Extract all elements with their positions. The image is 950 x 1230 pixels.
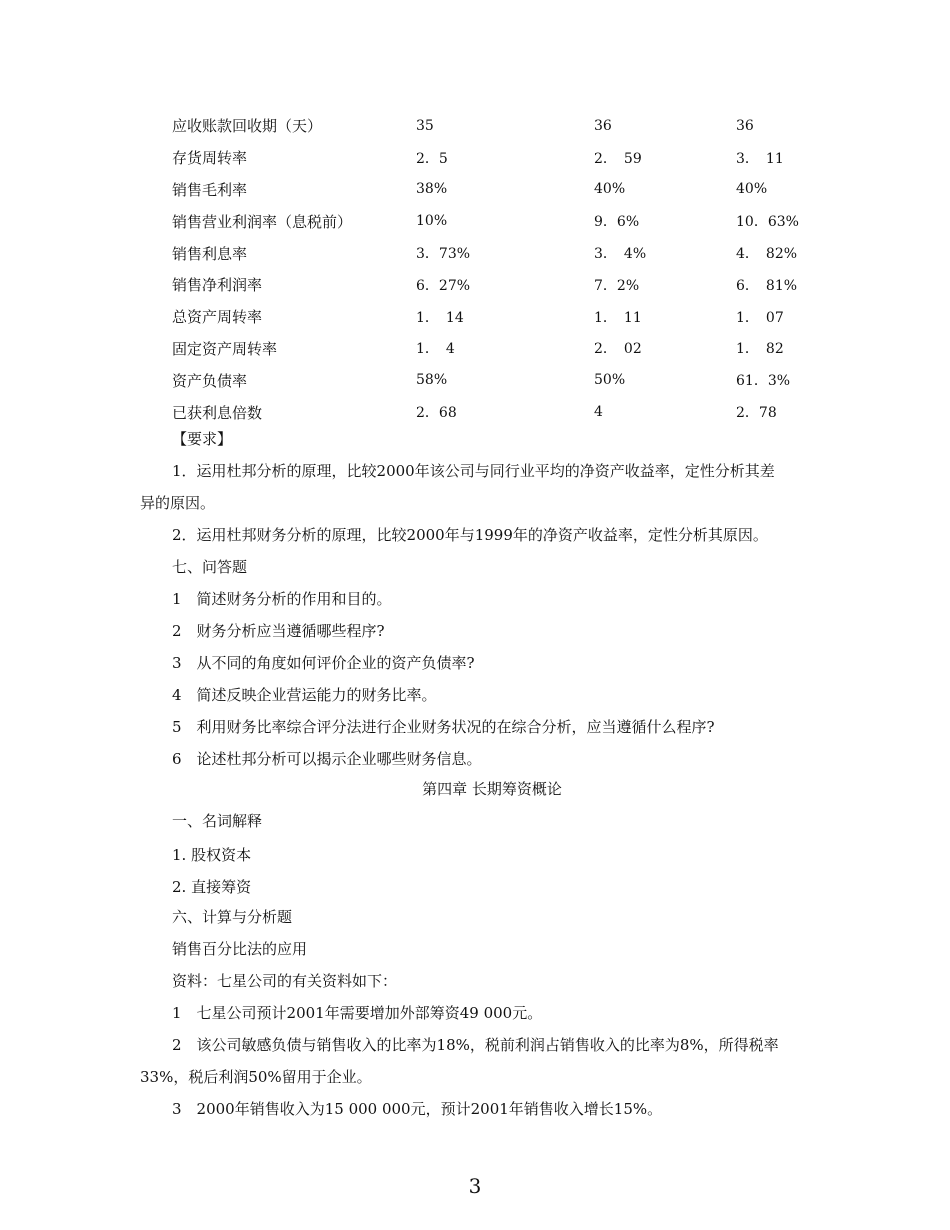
table-row: [172, 142, 832, 174]
table-row: [172, 364, 832, 396]
financial-ratio-table: [172, 110, 832, 428]
row-value-1: 2．5: [416, 150, 448, 167]
requirements-heading: 【要求】: [172, 430, 233, 448]
row-value-3: 4． 82%: [736, 246, 798, 263]
requirement-item-2: 2．运用杜邦财务分析的原理，比较2000年与1999年的净资产收益率，定性分析其原因。: [172, 526, 768, 544]
qa-item: 2 财务分析应当遵循哪些程序?: [172, 622, 385, 640]
page-number: 3: [468, 1174, 482, 1198]
row-value-1: 38%: [416, 181, 448, 198]
row-value-1: 3．73%: [416, 246, 471, 263]
material-item-2-continued: 33%，税后利润50%留用于企业。: [140, 1068, 372, 1086]
materials-intro: 资料：七星公司的有关资料如下：: [172, 972, 398, 990]
table-row: [172, 301, 832, 333]
term-item: 1. 股权资本: [172, 846, 252, 864]
row-value-3: 2．78: [736, 405, 777, 422]
row-value-2: 36: [594, 117, 612, 134]
row-value-1: 35: [416, 117, 434, 134]
row-label: 总资产周转率: [172, 308, 263, 327]
requirement-item-1-continued: 异的原因。: [140, 494, 216, 512]
term-item: 2. 直接筹资: [172, 878, 252, 896]
requirement-item-1: 1．运用杜邦分析的原理，比较2000年该公司与同行业平均的净资产收益率，定性分析其差: [172, 462, 775, 480]
row-label: 已获利息倍数: [172, 403, 263, 422]
row-value-1: 10%: [416, 213, 448, 230]
row-label: 销售利息率: [172, 244, 248, 263]
table-row: [172, 269, 832, 301]
material-item-3: 3 2000年销售收入为15 000 000元，预计2001年销售收入增长15%。: [172, 1100, 663, 1118]
qa-item: 6 论述杜邦分析可以揭示企业哪些财务信息。: [172, 750, 482, 768]
row-value-1: 2．68: [416, 405, 457, 422]
row-value-3: 10．63%: [736, 214, 799, 231]
row-label: 销售营业利润率（息税前）: [172, 212, 353, 231]
terms-heading: 一、名词解释: [172, 812, 263, 830]
calc-heading: 六、计算与分析题: [172, 908, 293, 926]
row-label: 应收账款回收期（天）: [172, 117, 323, 136]
row-value-2: 9．6%: [594, 214, 640, 231]
row-label: 销售净利润率: [172, 276, 263, 295]
row-value-2: 7．2%: [594, 277, 640, 294]
row-value-2: 2． 02: [594, 341, 642, 358]
row-value-1: 58%: [416, 372, 448, 389]
qa-item: 1 简述财务分析的作用和目的。: [172, 590, 392, 608]
row-value-2: 2． 59: [594, 150, 642, 167]
row-value-3: 40%: [736, 181, 768, 198]
qa-item: 3 从不同的角度如何评价企业的资产负债率?: [172, 654, 475, 672]
material-item-1: 1 七星公司预计2001年需要增加外部筹资49 000元。: [172, 1004, 543, 1022]
row-value-3: 1． 07: [736, 309, 784, 326]
row-value-2: 1． 11: [594, 309, 642, 326]
row-value-3: 36: [736, 117, 754, 134]
row-value-3: 3． 11: [736, 150, 784, 167]
row-label: 销售毛利率: [172, 180, 248, 199]
table-row: [172, 174, 832, 206]
qa-item: 4 简述反映企业营运能力的财务比率。: [172, 686, 437, 704]
row-value-1: 1． 4: [416, 341, 455, 358]
row-label: 资产负债率: [172, 371, 248, 390]
table-row: [172, 396, 832, 428]
material-item-2: 2 该公司敏感负债与销售收入的比率为18%，税前利润占销售收入的比率为8%，所得税率: [172, 1036, 779, 1054]
table-row: [172, 333, 832, 365]
row-value-2: 50%: [594, 372, 626, 389]
row-label: 固定资产周转率: [172, 339, 278, 358]
row-label: 存货周转率: [172, 149, 248, 168]
table-row: [172, 110, 832, 142]
row-value-2: 3． 4%: [594, 246, 647, 263]
calc-topic: 销售百分比法的应用: [172, 940, 308, 958]
qa-heading: 七、问答题: [172, 558, 248, 576]
row-value-2: 40%: [594, 181, 626, 198]
qa-item: 5 利用财务比率综合评分法进行企业财务状况的在综合分析，应当遵循什么程序?: [172, 718, 715, 736]
row-value-1: 6．27%: [416, 277, 471, 294]
row-value-2: 4: [594, 404, 603, 421]
row-value-3: 61．3%: [736, 373, 791, 390]
row-value-1: 1． 14: [416, 309, 464, 326]
row-value-3: 1． 82: [736, 341, 784, 358]
chapter-title: 第四章 长期筹资概论: [422, 780, 562, 798]
table-row: [172, 205, 832, 237]
row-value-3: 6． 81%: [736, 277, 798, 294]
table-row: [172, 237, 832, 269]
